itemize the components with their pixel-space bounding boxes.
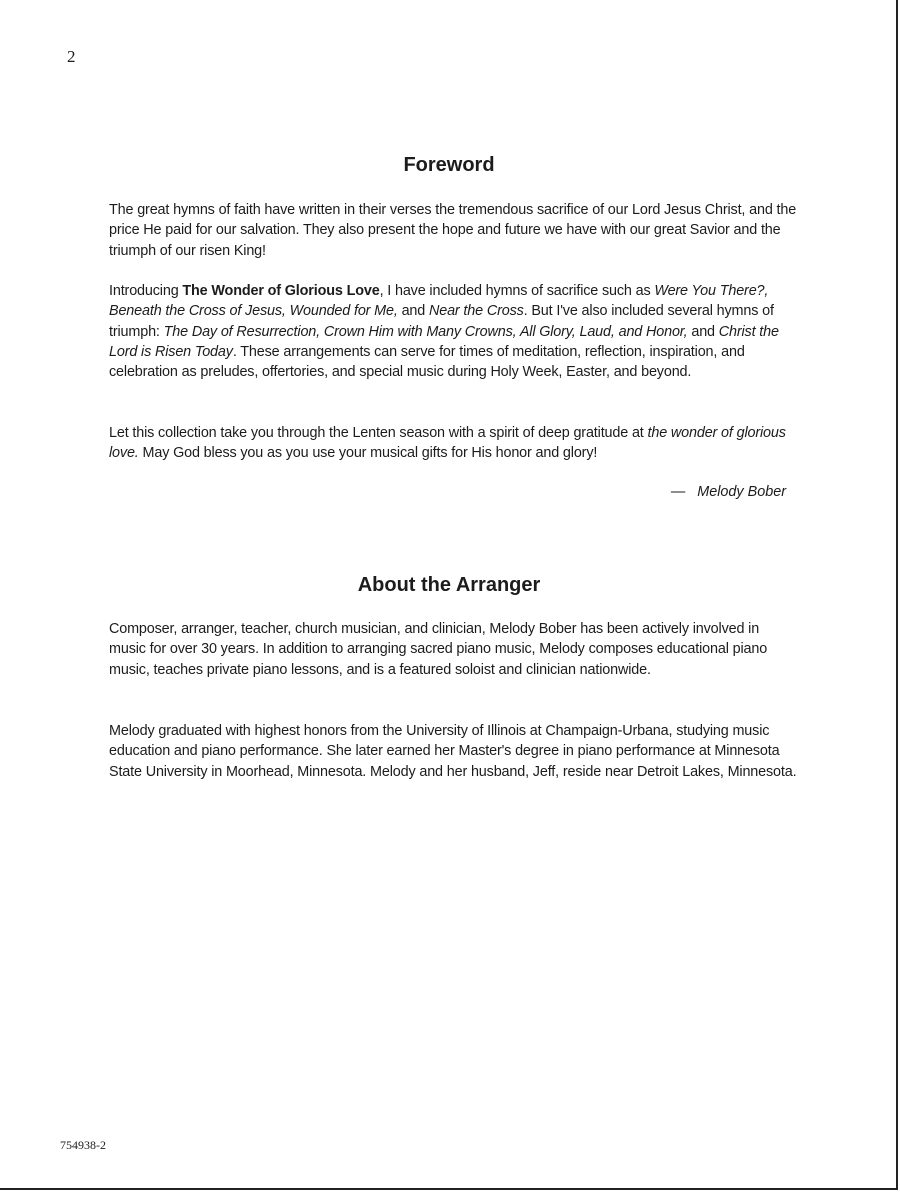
- foreword-p3-text: May God bless you as you use your musical gifts for His honor and glory!: [138, 445, 598, 462]
- hymn-titles-sacrifice: Were You There?, Beneath the Cross of Jesus, Wounded for Me,: [109, 283, 769, 320]
- foreword-heading: Foreword: [403, 154, 495, 176]
- foreword-signature: [671, 484, 786, 500]
- emphasized-phrase: the wonder of glorious love.: [109, 425, 786, 462]
- about-heading: About the Arranger: [357, 574, 541, 596]
- hymn-titles-triumph: The Day of Resurrection, Crown Him with Many Crowns, All Glory, Laud, and Honor,: [163, 323, 688, 340]
- foreword-paragraph-2: [109, 281, 799, 382]
- foreword-p2-text: Introducing: [109, 283, 183, 299]
- foreword-p2-text: . These arrangements can serve for times of meditation, reflection, inspiration, and celebration as preludes, offertories, and special music during Holy Week, Easter, and beyond.: [109, 343, 745, 381]
- about-paragraph-2: Melody graduated with highest honors from the University of Illinois at Champaign-Urbana, studying music education and piano performance. She later earned her Master's degree in piano performance at Minnesota State University in Moorhead, Minnesota. Melody and her husband, Jeff, reside near Detroit Lakes, Minnesota.: [109, 723, 797, 780]
- foreword-p2-text: and: [397, 303, 429, 320]
- collection-title: The Wonder of Glorious Love: [182, 283, 380, 299]
- foreword-paragraph-3: [109, 423, 799, 464]
- signature-dash: —: [670, 484, 686, 500]
- foreword-p2-text: , I have included hymns of sacrifice such as: [379, 283, 655, 299]
- hymn-title: Christ the Lord is Risen Today: [109, 323, 779, 360]
- foreword-paragraph-1: The great hymns of faith have written in their verses the tremendous sacrifice of our Lord Jesus Christ, and the price He paid for our salvation. They also present the hope and future we have with our great Savior and the triumph of our risen King!: [109, 202, 797, 259]
- hymn-title: Near the Cross: [428, 303, 524, 320]
- signature-name: Melody Bober: [697, 484, 786, 500]
- product-code: 754938-2: [60, 1138, 106, 1152]
- foreword-p3-text: Let this collection take you through the Lenten season with a spirit of deep gratitude at: [109, 425, 648, 441]
- foreword-p2-text: and: [687, 323, 719, 340]
- foreword-p2-text: . But I've also included several hymns of triumph:: [109, 303, 774, 340]
- page-number: 2: [67, 47, 76, 66]
- about-paragraph-1: Composer, arranger, teacher, church musician, and clinician, Melody Bober has been actively involved in music for over 30 years. In addition to arranging sacred piano music, Melody composes educational piano music, teaches private piano lessons, and is a featured soloist and clinician nationwide.: [109, 621, 768, 678]
